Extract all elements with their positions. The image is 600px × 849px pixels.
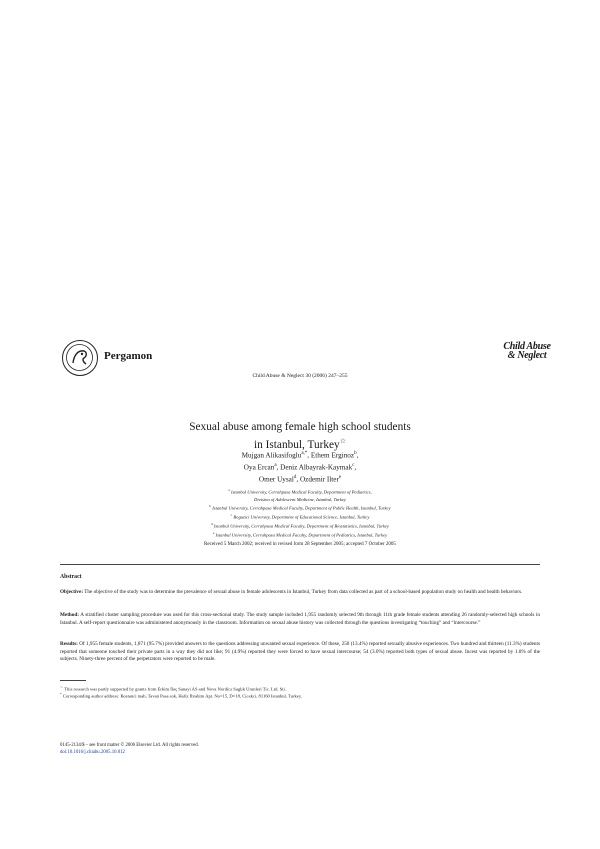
author-line-3 — [0, 473, 600, 485]
author-separator: , — [307, 451, 311, 460]
section-divider — [60, 564, 540, 565]
footnote-corresponding — [60, 691, 540, 700]
author-name: Deniz Albayrak-Kaymak — [280, 463, 353, 472]
footnote-text: Corresponding author address: Bostanci mah, Tavan Pasa sok, Hafiz İbrahim Apt. No=15, D=18, Cicekci, 81160 Istanbul, Turkey. — [62, 693, 302, 699]
affiliation-text: Bogazici University, Department of Educational Science, Istanbul, Turkey — [233, 514, 370, 520]
author-separator: , — [354, 463, 357, 472]
author-name: Oya Ercan — [243, 463, 275, 472]
doi-link[interactable]: doi:10.1016/j.chiabu.2005.10.012 — [60, 749, 125, 755]
issn-copyright: 0145-2134/$ – see front matter © 2006 Elsevier Ltd. All rights reserved. — [60, 743, 199, 748]
title-footnote-mark[interactable]: ☆ — [339, 437, 346, 445]
abstract-objective — [60, 589, 540, 597]
affiliation — [0, 503, 600, 512]
title-line-2-text: in Istanbul, Turkey — [254, 438, 340, 451]
objective-label: Objective: — [60, 589, 84, 595]
author-affiliation-mark: c — [352, 462, 355, 468]
method-label: Method: — [60, 612, 80, 618]
author-affiliation-mark: b — [354, 451, 357, 456]
author-list — [0, 449, 600, 485]
footnote-mark: * — [60, 692, 62, 696]
title-line-1: Sexual abuse among female high school students — [189, 421, 411, 433]
publisher-name: Pergamon — [104, 350, 153, 362]
author-affiliation-mark: a,* — [301, 451, 308, 456]
article-title — [0, 420, 600, 452]
affiliation-list — [0, 487, 600, 538]
journal-logo — [495, 342, 559, 360]
affiliation-mark: e — [212, 530, 215, 535]
affiliation-text: Division of Adolescent Medicine, Istanbul, Turkey — [254, 496, 346, 502]
footnote-mark: ☆ — [60, 685, 64, 689]
affiliation-mark: d — [210, 521, 213, 526]
copyright-block — [60, 743, 199, 756]
author-separator: , — [276, 463, 281, 472]
author-name: Mujgan Alikasifoglu — [241, 451, 302, 460]
journal-citation: Child Abuse & Neglect 30 (2006) 247–255 — [252, 373, 348, 379]
author-line-1 — [0, 449, 600, 461]
affiliation-text: Istanbul University, Cerrahpasa Medical Faculty, Department of Public Health, Istanbul, Turkey — [212, 505, 391, 511]
pergamon-emblem-icon — [62, 340, 98, 376]
author-name: Ozdemir Ilter — [299, 475, 339, 484]
journal-logo-line-2: & Neglect — [507, 350, 547, 361]
abstract-results — [60, 641, 540, 664]
method-text: A stratified cluster sampling procedure was used for this cross-sectional study. The study sample included 1,955 randomly selected 9th through 11th grade female students attending 26 randomly-selected high schools in Istanbul. A self-report questionnaire was administered anonymously in the classroom. Information on sexual abuse history was collected through the questions investigating “touching” and “intercourse.” — [60, 612, 540, 626]
author-affiliation-mark: e — [338, 474, 342, 480]
results-text: Of 1,955 female students, 1,871 (95.7%) provided answers to the questions addressing unwanted sexual experience. Of these, 250 (13.4%) reported sexually abusive experiences. Two hundred and thirteen (11.3%) students reported that someone touched their private parts in a way they did not like; 91 (4.9%) reported they were forced to have sexual intercourse; 54 (3.0%) reported both types of sexual abuse. Incest was reported by 1.8% of the subjects. Ninety-three percent of the perpetrators were reported to be male. — [60, 641, 540, 662]
footnote-text: This research was partly supported by grants from Erkim İlaç Sanayi AS and Nova Nordics Saglık Urunleri Tic. Ltd. Sti. — [64, 686, 286, 692]
affiliation — [0, 496, 600, 503]
journal-logo-line-1: Child Abuse — [503, 341, 551, 352]
affiliation-text: Istanbul University, Cerrahpasa Medical Faculty, Department of Pediatrics, Istanbul, Turkey — [215, 532, 388, 538]
affiliation-text: Istanbul University, Cerrahpasa Medical Faculty, Department of Pediatrics, — [231, 489, 372, 495]
abstract-heading: Abstract — [60, 574, 82, 580]
affiliation-text: Istanbul University, Cerrahpasa Medical Faculty, Department of Biostatistics, Istanbul, Turkey — [213, 523, 390, 529]
affiliation-mark: b — [209, 504, 212, 509]
affiliation — [0, 487, 600, 496]
author-name: Ethem Erginoz — [310, 451, 355, 460]
received-dates: Received 5 March 2002; received in revised form 28 September 2005; accepted 7 October 2005 — [204, 542, 396, 547]
abstract-method — [60, 612, 540, 627]
affiliation — [0, 530, 600, 539]
results-label: Results: — [60, 641, 78, 647]
affiliation — [0, 512, 600, 521]
pergamon-emblem-drawing — [63, 341, 96, 374]
objective-text: The objective of the study was to determine the prevalence of sexual abuse in female adolescents in Istanbul, Turkey from data collected as part of a school-based population study on health and health behaviors. — [83, 589, 523, 595]
affiliation-mark: c — [230, 512, 233, 517]
author-separator: , — [296, 475, 300, 484]
author-affiliation-mark: d — [293, 474, 297, 480]
author-separator: , — [356, 451, 359, 460]
author-line-2 — [0, 461, 600, 473]
author-affiliation-mark: a — [274, 462, 277, 468]
footnote-divider — [60, 680, 86, 681]
affiliation — [0, 521, 600, 530]
affiliation-mark: a — [228, 488, 230, 492]
author-name: Omer Uysal — [258, 475, 294, 484]
